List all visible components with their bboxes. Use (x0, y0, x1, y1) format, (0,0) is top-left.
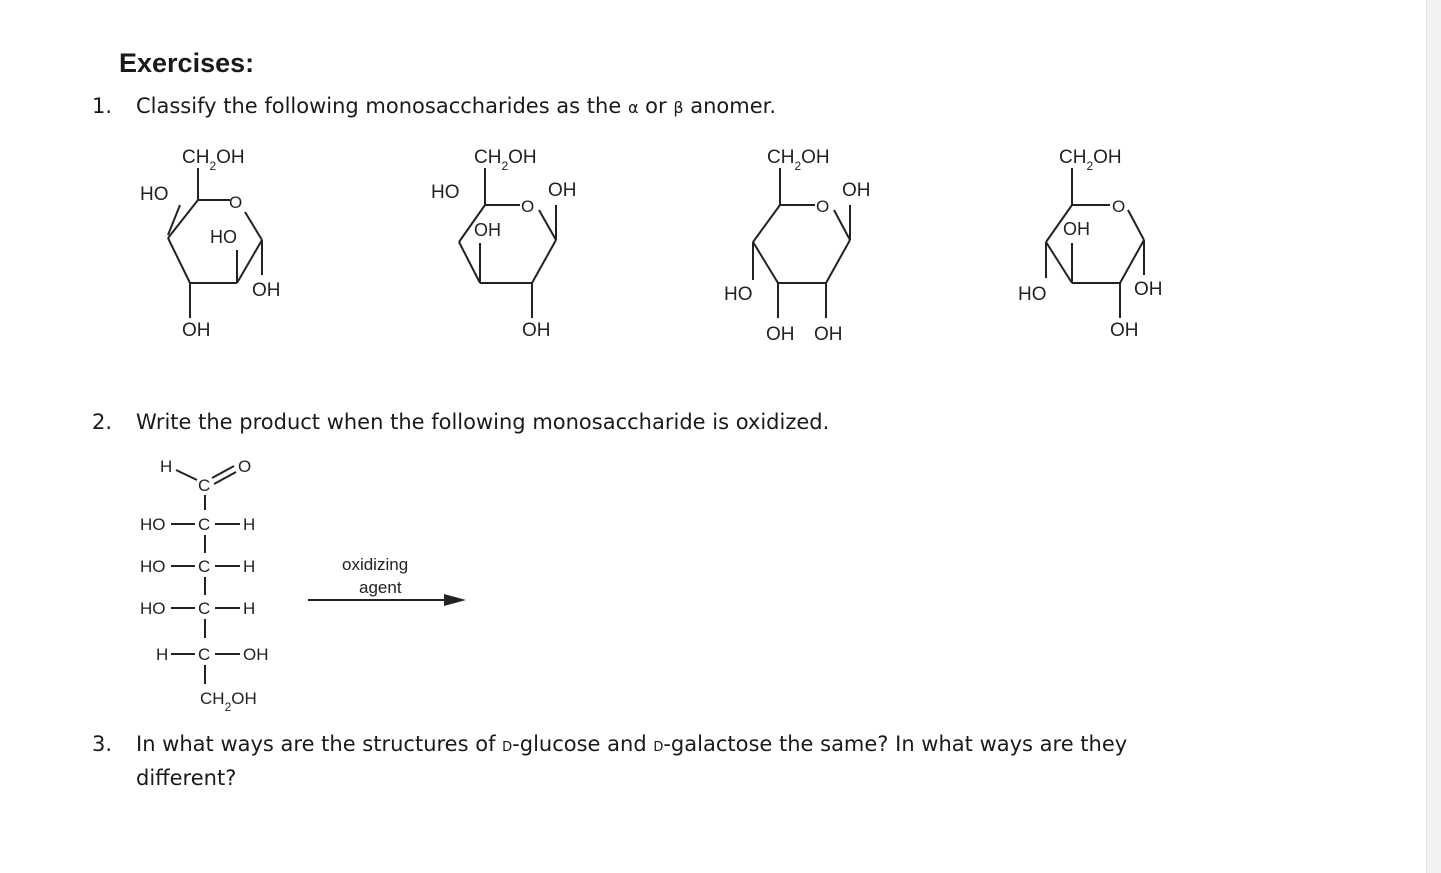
haworth-structure-4 (1018, 147, 1163, 341)
question-text: Classify the following monosaccharides as the (136, 94, 628, 118)
oh-label: OH (842, 180, 871, 201)
alpha-symbol: α (627, 98, 639, 117)
haworth-structure-3 (724, 147, 871, 345)
oh-label: OH (1063, 219, 1090, 239)
arrow-label-line2: agent (359, 578, 402, 597)
fischer-right-label: OH (243, 645, 269, 664)
fischer-left-label: HO (140, 557, 166, 576)
carbon-label: C (198, 476, 211, 495)
reaction-arrow (308, 555, 466, 606)
fischer-right-label: H (243, 599, 256, 618)
fischer-left-label: HO (140, 515, 166, 534)
arrow-label-line1: oxidizing (342, 555, 409, 574)
ring-oxygen-label: O (521, 197, 535, 216)
ring-oxygen-label: O (816, 197, 830, 216)
ring-oxygen-label: O (229, 193, 243, 212)
aldehyde-h-label: H (160, 457, 173, 476)
fischer-right-label: H (243, 557, 256, 576)
page-title: Exercises: (119, 48, 255, 78)
carbon-label: C (198, 645, 211, 664)
haworth-structure-2 (431, 147, 577, 341)
fischer-right-label: H (243, 515, 256, 534)
ch2oh-label: $CH_2OH$ (1059, 147, 1122, 173)
ho-label: HO (140, 184, 169, 205)
question-text: In what ways are the structures of (136, 732, 503, 756)
oh-label: OH (182, 320, 211, 341)
ho-label: HO (210, 227, 237, 247)
ch2oh-label: $CH_2OH$ (474, 147, 537, 173)
right-scroll-strip (1426, 0, 1441, 873)
d-prefix: d (502, 735, 513, 756)
oh-label: OH (252, 280, 281, 301)
haworth-structure-1 (140, 147, 281, 341)
oh-label: OH (474, 220, 501, 240)
oh-label: OH (814, 324, 843, 345)
fischer-projection (140, 457, 269, 714)
ch2oh-label: $CH_2OH$ (200, 689, 257, 714)
aldehyde-o-label: O (238, 457, 252, 476)
ring-oxygen-label: O (1112, 197, 1126, 216)
question-text: or (638, 94, 674, 118)
oh-label: OH (522, 320, 551, 341)
question-number: 3. (92, 732, 113, 756)
question-text: -glucose and (512, 732, 654, 756)
arrow-head-icon (444, 594, 466, 606)
oh-label: OH (766, 324, 795, 345)
fischer-left-label: HO (140, 599, 166, 618)
question-number: 1. (92, 94, 113, 118)
question-number: 2. (92, 410, 113, 434)
ho-label: HO (1018, 284, 1047, 305)
beta-symbol: β (673, 98, 684, 117)
question-text: -galactose the same? In what ways are they different? (136, 732, 1128, 790)
ch2oh-label: $CH_2OH$ (767, 147, 830, 173)
ch2oh-label: $CH_2OH$ (182, 147, 245, 173)
carbon-label: C (198, 515, 211, 534)
ho-label: HO (431, 182, 460, 203)
question-text: anomer. (683, 94, 777, 118)
ho-label: HO (724, 284, 753, 305)
oh-label: OH (548, 180, 577, 201)
question-text: Write the product when the following monosaccharide is oxidized. (136, 410, 830, 434)
carbon-label: C (198, 557, 211, 576)
fischer-left-label: H (156, 645, 169, 664)
oh-label: OH (1134, 279, 1163, 300)
oh-label: OH (1110, 320, 1139, 341)
d-prefix: d (653, 735, 664, 756)
carbon-label: C (198, 599, 211, 618)
